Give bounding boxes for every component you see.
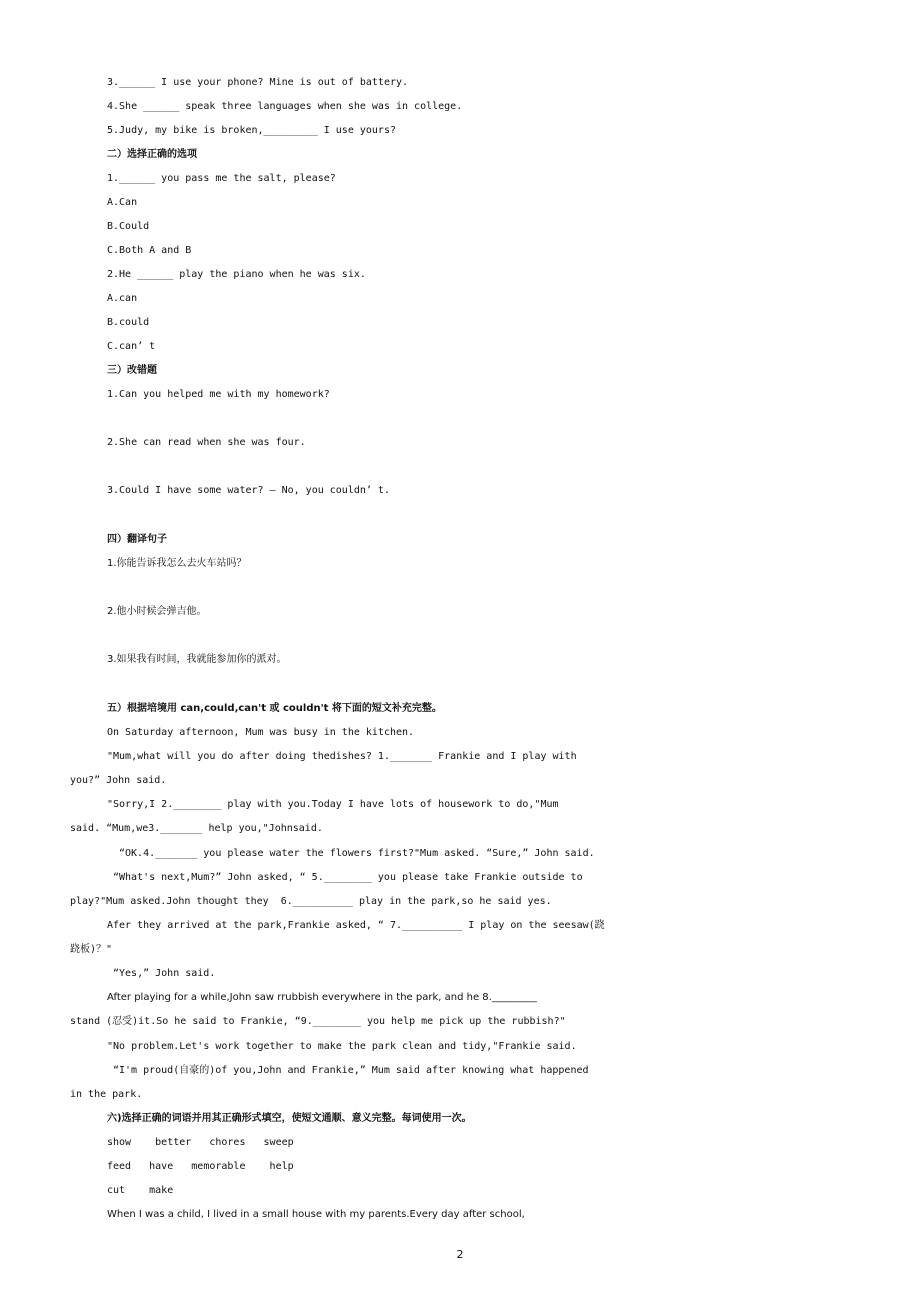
section-heading-2: 二）选择正确的选项 bbox=[107, 149, 197, 160]
passage-line: stand (忍受)it.So he said to Frankie, “9.________ you help me pick up the rubbish?" bbox=[70, 1016, 566, 1027]
page-number: 2 bbox=[456, 1248, 464, 1261]
question-line: 3.如果我有时间，我就能参加你的派对。 bbox=[107, 654, 287, 665]
passage-line: Afer they arrived at the park,Frankie asked, “ 7.__________ I play on the seesaw(跷 bbox=[107, 920, 605, 931]
passage-line: “I'm proud(自豪的)of you,John and Frankie,” Mum said after knowing what happened bbox=[113, 1065, 589, 1076]
question-line: 2.他小时候会弹吉他。 bbox=[107, 606, 207, 617]
passage-line: "No problem.Let's work together to make the park clean and tidy,"Frankie said. bbox=[107, 1041, 577, 1052]
word-bank-row: show better chores sweep bbox=[107, 1137, 294, 1148]
question-line: 1.Can you helped me with my homework? bbox=[107, 389, 330, 400]
passage-line: When I was a child, I lived in a small house with my parents.Every day after school, bbox=[107, 1209, 525, 1220]
section-heading-6: 六)选择正确的词语并用其正确形式填空，使短文通顺、意义完整。每词使用一次。 bbox=[107, 1113, 472, 1124]
option-line: A.can bbox=[107, 293, 138, 304]
word-bank-row: cut make bbox=[107, 1185, 174, 1196]
passage-line: said. “Mum,we3._______ help you,"Johnsaid. bbox=[70, 823, 323, 834]
word-bank-row: feed have memorable help bbox=[107, 1161, 294, 1172]
question-line: 1.______ you pass me the salt, please? bbox=[107, 173, 336, 184]
passage-line: "Mum,what will you do after doing thedishes? 1._______ Frankie and I play with bbox=[107, 751, 577, 762]
passage-line: After playing for a while,John saw rrubbish everywhere in the park, and he 8._________ bbox=[107, 992, 537, 1003]
option-line: C.can’ t bbox=[107, 341, 156, 352]
passage-line: 跷板)？" bbox=[70, 944, 113, 955]
passage-line: On Saturday afternoon, Mum was busy in the kitchen. bbox=[107, 727, 415, 738]
passage-line: play?"Mum asked.John thought they 6.__________ play in the park,so he said yes. bbox=[70, 896, 552, 907]
question-line: 3.Could I have some water? — No, you couldn’ t. bbox=[107, 485, 390, 496]
option-line: C.Both A and B bbox=[107, 245, 192, 256]
question-line: 4.She ______ speak three languages when she was in college. bbox=[107, 101, 463, 112]
passage-line: you?” John said. bbox=[70, 775, 167, 786]
passage-line: "Sorry,I 2.________ play with you.Today I have lots of housework to do,"Mum bbox=[107, 799, 559, 810]
passage-line: “What's next,Mum?” John asked, “ 5.________ you please take Frankie outside to bbox=[113, 872, 583, 883]
section-heading-5: 五）根据培境用 can,could,can't 或 couldn't 将下面的短文补充完整。 bbox=[107, 703, 442, 714]
section-heading-3: 三）改错题 bbox=[107, 365, 157, 376]
question-line: 2.He ______ play the piano when he was six. bbox=[107, 269, 366, 280]
passage-line: “Yes,” John said. bbox=[113, 968, 216, 979]
option-line: B.Could bbox=[107, 221, 150, 232]
question-line: 5.Judy, my bike is broken,_________ I use yours? bbox=[107, 125, 396, 136]
passage-line: “OK.4._______ you please water the flowers first?"Mum asked. “Sure,” John said. bbox=[119, 848, 595, 859]
question-line: 3.______ I use your phone? Mine is out of battery. bbox=[107, 77, 409, 88]
option-line: A.Can bbox=[107, 197, 138, 208]
question-line: 1.你能告诉我怎么去火车站吗？ bbox=[107, 558, 247, 569]
passage-line: in the park. bbox=[70, 1089, 143, 1100]
section-heading-4: 四）翻译句子 bbox=[107, 534, 167, 545]
question-line: 2.She can read when she was four. bbox=[107, 437, 306, 448]
option-line: B.could bbox=[107, 317, 150, 328]
